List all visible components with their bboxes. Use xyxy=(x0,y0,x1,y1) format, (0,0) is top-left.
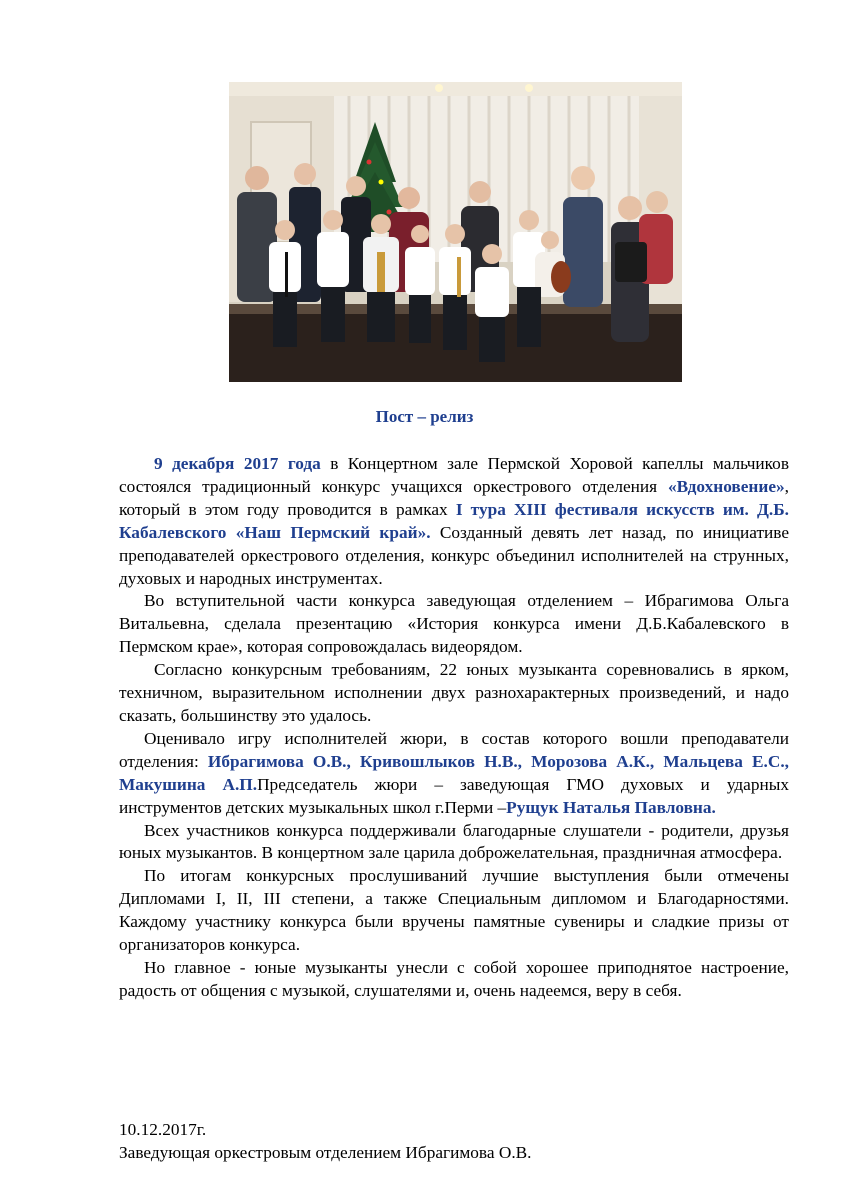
group-photo xyxy=(229,82,682,382)
jury-members: Ибрагимова О.В., Кривошлыков Н.В., Морозова А.К., Мальцева Е.С., Макушина А.П. xyxy=(119,751,789,794)
paragraph-intro xyxy=(119,453,789,590)
article-body xyxy=(119,453,789,1003)
festival-name: I тура XIII фестиваля искусств им. Д.Б. Кабалевского «Наш Пермский край». xyxy=(119,499,789,542)
text-span: Оценивало игру исполнителей жюри, в состав которого вошли преподаватели отделения: xyxy=(119,728,789,771)
document-date: 10.12.2017г. xyxy=(119,1120,207,1139)
paragraph-audience: Всех участников конкурса поддерживали благодарные слушатели - родители, друзья юных музыкантов. В концертном зале царила доброжелательная, праздничная атмосфера. xyxy=(119,820,789,863)
paragraph-presentation: Во вступительной части конкурса заведующая отделением – Ибрагимова Ольга Витальевна, сделала презентацию «История конкурса имени Д.Б.Кабалевского в Пермском крае», которая сопровождалась видеорядом. xyxy=(119,591,789,657)
contest-name: «Вдохновение» xyxy=(667,476,785,496)
paragraph-conclusion: Но главное - юные музыканты унесли с собой хорошее приподнятое настроение, радость от общения с музыкой, слушателями и, очень надеемся, веру в себя. xyxy=(119,957,789,1000)
event-date: 9 декабря 2017 года xyxy=(154,454,321,473)
paragraph-results: По итогам конкурсных прослушиваний лучшие выступления были отмечены Дипломами I, II, III степени, а также Специальным дипломом и Благодарностями. Каждому участнику конкурса были вручены памятные сувениры и сладкие призы от организаторов конкурса. xyxy=(119,866,789,955)
jury-chair: Рущук Наталья Павловна. xyxy=(506,797,716,817)
page-title: Пост – релиз xyxy=(375,407,474,426)
document-footer xyxy=(119,1119,789,1165)
text-span: , который в этом году проводится в рамках xyxy=(119,476,789,519)
text-span: Созданный девять лет назад, по инициативе преподавателей оркестрового отделения, конкурс объединил исполнителей на струнных, духовых и народных инструментах. xyxy=(119,522,790,588)
paragraph-jury xyxy=(119,728,789,820)
text-span: Председатель жюри – заведующая ГМО духовых и ударных инструментов детских музыкальных школ г.Перми – xyxy=(119,774,789,817)
text-span: в Концертном зале Пермской Хоровой капеллы мальчиков состоялся традиционный конкурс учащихся оркестрового отделения xyxy=(119,454,789,496)
paragraph-requirements: Согласно конкурсным требованиям, 22 юных музыканта соревновались в ярком, техничном, выразительном исполнении двух разнохарактерных произведений, и надо сказать, большинству это удалось. xyxy=(119,660,789,725)
signature-line: Заведующая оркестровым отделением Ибрагимова О.В. xyxy=(119,1142,532,1162)
